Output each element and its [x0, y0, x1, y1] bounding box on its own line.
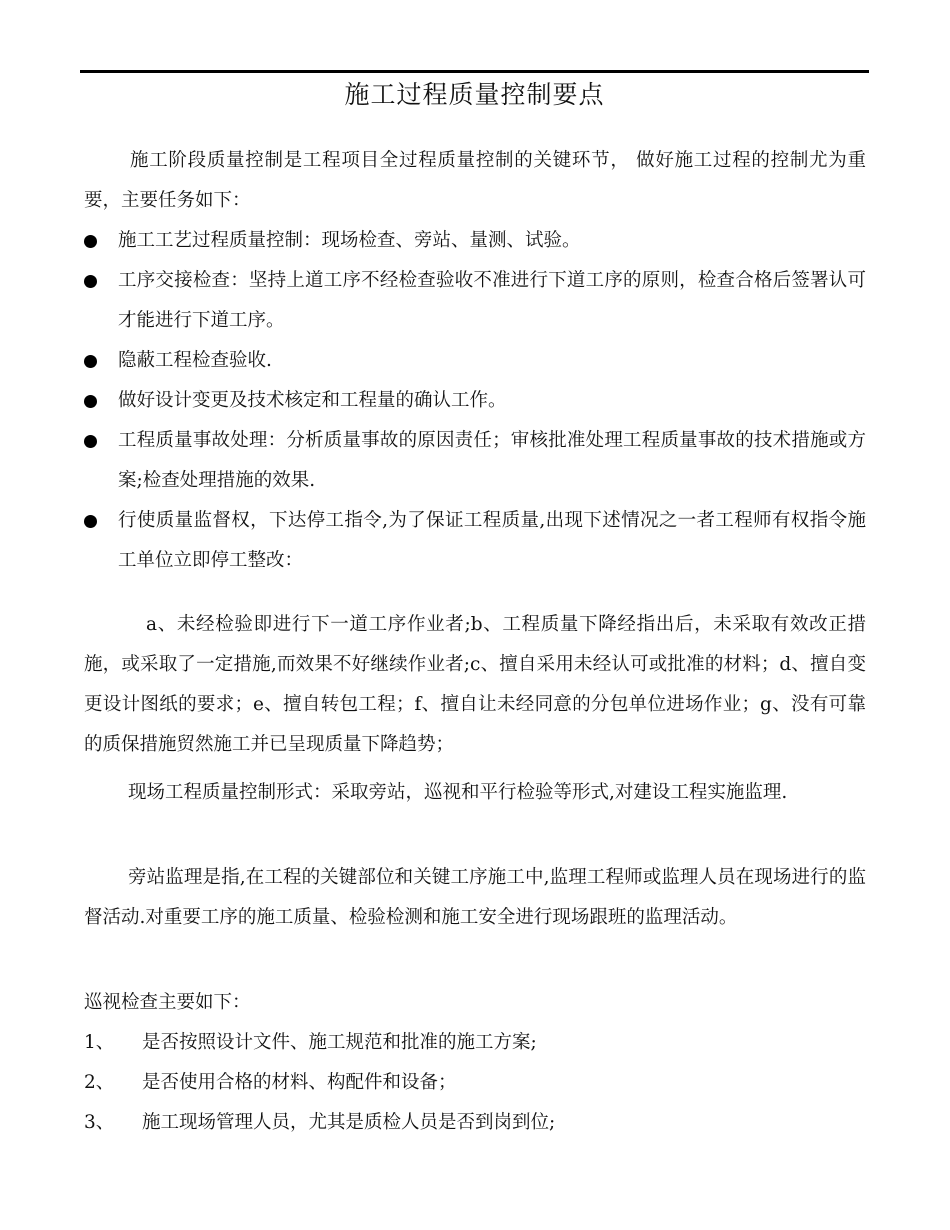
bullet-text: 隐蔽工程检查验收.	[118, 350, 272, 371]
bullet-text: 工程质量事故处理：分析质量事故的原因责任；审核批准处理工程质量事故的技术措施或方案;检查处理措施的效果.	[118, 430, 866, 491]
list-item	[84, 261, 866, 341]
bullet-icon	[84, 235, 97, 248]
bullet-icon	[84, 515, 97, 528]
bullet-text: 施工工艺过程质量控制：现场检查、旁站、量测、试验。	[118, 230, 581, 251]
header-rule	[80, 70, 869, 73]
bullet-icon	[84, 395, 97, 408]
task-bullet-list	[84, 221, 866, 581]
list-item	[84, 221, 866, 261]
pangzhan-paragraph: 旁站监理是指,在工程的关键部位和关键工序施工中,监理工程师或监理人员在现场进行的监督活动.对重要工序的施工质量、检验检测和施工安全进行现场跟班的监理活动。	[84, 867, 866, 928]
bullet-text: 做好设计变更及技术核定和工程量的确认工作。	[118, 390, 507, 411]
control-forms-paragraph: 现场工程质量控制形式：采取旁站，巡视和平行检验等形式,对建设工程实施监理.	[128, 782, 788, 803]
bullet-icon	[84, 275, 97, 288]
list-item	[84, 1103, 866, 1143]
list-item	[84, 1063, 866, 1103]
item-text: 施工现场管理人员，尤其是质检人员是否到岗到位;	[142, 1112, 556, 1133]
patrol-heading: 巡视检查主要如下：	[84, 992, 251, 1013]
list-item	[84, 341, 866, 381]
page-title: 施工过程质量控制要点	[344, 80, 605, 109]
item-text: 是否使用合格的材料、构配件和设备；	[142, 1072, 457, 1093]
list-item	[84, 501, 866, 581]
list-item	[84, 381, 866, 421]
intro-paragraph: 施工阶段质量控制是工程项目全过程质量控制的关键环节， 做好施工过程的控制尤为重要，主要任务如下：	[84, 150, 866, 211]
bullet-text: 行使质量监督权，下达停工指令,为了保证工程质量,出现下述情况之一者工程师有权指令施工单位立即停工整改：	[118, 510, 866, 571]
list-item	[84, 1023, 866, 1063]
stop-work-cases-paragraph: a、未经检验即进行下一道工序作业者;b、工程质量下降经指出后，未采取有效改正措施，或采取了一定措施,而效果不好继续作业者;c、擅自采用未经认可或批准的材料；d、擅自变更设计图纸的要求；e、擅自转包工程；f、擅自让未经同意的分包单位进场作业；g、没有可靠的质保措施贸然施工并已呈现质量下降趋势；	[84, 614, 866, 755]
item-number: 2、	[84, 1072, 115, 1093]
list-item	[84, 421, 866, 501]
bullet-icon	[84, 435, 97, 448]
item-number: 3、	[84, 1112, 115, 1133]
item-text: 是否按照设计文件、施工规范和批准的施工方案;	[142, 1032, 537, 1053]
patrol-numbered-list	[84, 1023, 866, 1143]
bullet-icon	[84, 355, 97, 368]
item-number: 1、	[84, 1032, 115, 1053]
bullet-text: 工序交接检查：坚持上道工序不经检查验收不准进行下道工序的原则，检查合格后签署认可才能进行下道工序。	[118, 270, 866, 331]
